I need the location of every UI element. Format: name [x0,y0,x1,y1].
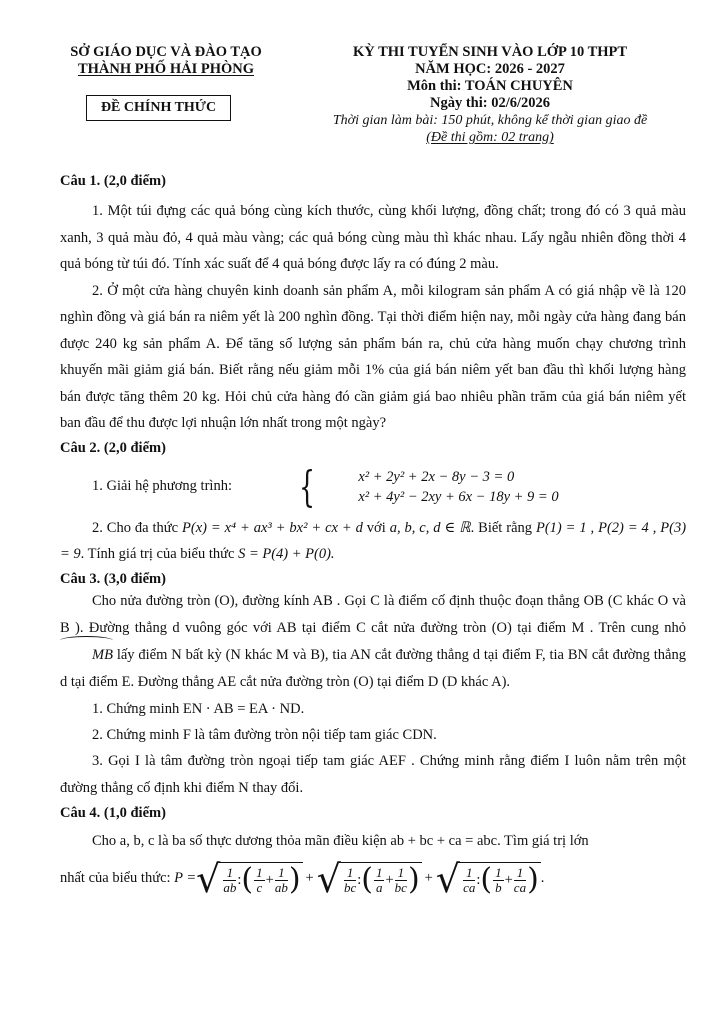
q4-title: Câu 4. (1,0 điểm) [60,804,166,821]
left-paren: ( [361,862,373,897]
plus: + [504,871,513,888]
fraction [395,866,407,895]
q2-part1-lead: 1. Giải hệ phương trình: [92,478,232,494]
q3-intro-a: Cho nửa đường tròn (O), đường kính AB . Gọi C là điểm cố định thuộc đoạn thẳng OB (C khác O và B ). Đường thẳng d vuông góc với AB tại điểm C cắt nửa đường tròn (O) tại điểm M . Trên cung nhỏ [60,592,686,636]
fraction [374,866,385,895]
numerator: 1 [463,866,475,881]
q1-part2: 2. Ở một cửa hàng chuyên kinh doanh sản phẩm A, mỗi kilogram sản phẩm A có giá nhập về là 120 nghìn đồng và giá bán ra niêm yết là 200 nghìn đồng. Tại thời điểm hiện nay, mỗi ngày cửa hàng đang bán được 240 kg sản phẩm A. Để tăng số lượng sản phẩm bán ra, chủ cửa hàng muốn chạy chương trình khuyến mãi giảm giá bán. Biết rằng nếu giảm mỗi 1% của giá bán niêm yết ban đầu thì khối lượng hàng bán được tăng thêm 20 kg. Hỏi chủ cửa hàng đó cần giảm giá bao nhiêu phần trăm của giá bán niêm yết ban đầu để thu được lợi nhuận lớn nhất trong một ngày? [60,282,686,431]
fraction [514,866,526,895]
system-equations [326,467,558,507]
denominator: a [375,879,383,895]
q2-part2-with: với [366,519,386,536]
fraction [275,866,288,895]
radicand-2 [341,862,422,895]
equation-2: x² + 4y² − 2xy + 6x − 18y + 9 = 0 [358,488,559,505]
right-paren: ) [407,862,420,897]
fraction [254,866,265,895]
q2-part2 [60,515,686,568]
subject: Môn thi: TOÁN CHUYÊN [407,78,573,94]
q1-part1: 1. Một túi đựng các quả bóng cùng kích thước, cùng khối lượng, đồng chất; trong đó có 3 quả màu xanh, 3 quả màu đỏ, 4 quả màu vàng; các quả bóng cùng màu thì khác nhau. Lấy ngẫu nhiên đồng thời 4 quả bóng từ túi đó. Tính xác suất để 4 quả bóng được lấy ra có đúng 2 màu. [60,203,686,272]
plus: + [385,871,394,888]
plus: + [305,870,314,886]
left-paren: ( [241,862,254,897]
period: . [540,870,545,886]
official-stamp-box: ĐỀ CHÍNH THỨC [86,95,231,121]
denominator: bc [343,879,357,895]
equation-1: x² + 2y² + 2x − 8y − 3 = 0 [358,468,515,485]
denominator: b [495,879,502,895]
q2-part1 [60,459,686,515]
numerator: 1 [275,866,288,881]
radical-term-2 [316,856,422,901]
q2-part2-given: . Biết rằng [470,519,533,536]
q4-expression-line [60,856,686,901]
radicand-3 [460,862,541,895]
fraction [463,866,475,895]
q1-title: Câu 1. (2,0 điểm) [60,173,166,189]
radical-term-3 [435,856,541,901]
q2-part2-tail: . Tính giá trị của biểu thức [80,546,235,562]
plus: + [265,871,274,888]
p1-value: P(1) = 1 , [535,519,595,536]
department-name: SỞ GIÁO DỤC VÀ ĐÀO TẠO [70,44,262,60]
left-paren: ( [480,862,493,897]
fraction [223,866,236,895]
q3-part3: 3. Gọi I là tâm đường tròn ngoại tiếp tam giác AEF . Chứng minh rằng điểm I luôn nằm trên một đường thẳng cố định khi điểm N thay đổi. [60,752,686,796]
numerator: 1 [344,866,356,881]
radical-sign: √ [435,856,461,901]
page-count: (Đề thi gồm: 02 trang) [426,130,554,145]
exam-info-block [300,44,680,146]
right-paren: ) [288,862,301,897]
department-block [52,44,280,78]
numerator: 1 [375,864,383,880]
q4-intro: Cho a, b, c là ba số thực dương thỏa mãn điều kiện ab + bc + ca = abc. Tìm giá trị lớn [92,832,589,849]
q3-intro-b: lấy điểm N bất kỳ (N khác M và B), tia AN cắt đường thẳng d tại điểm F, tia BN cắt đường thẳng d tại điểm E. Đường thẳng AE cắt nửa đường tròn (O) tại điểm D (D khác A). [60,646,686,690]
denominator: ab [274,879,288,895]
arc-mb: MB [60,642,113,669]
exam-title: KỲ THI TUYỂN SINH VÀO LỚP 10 THPT [352,44,628,60]
q2-title: Câu 2. (2,0 điểm) [60,439,166,456]
colon: : [357,871,362,888]
p23-values: P(2) = 4 , P(3) = 9 [60,519,687,562]
p-equals: P = [174,870,197,886]
q3-part2: 2. Chứng minh F là tâm đường tròn nội tiếp tam giác CDN. [92,726,437,743]
city-name: THÀNH PHỐ HẢI PHÒNG [77,61,255,77]
target-expression: S = P(4) + P(0). [238,546,335,562]
coefficient-condition: a, b, c, d ∈ ℝ [389,519,471,536]
school-year: NĂM HỌC: 2026 - 2027 [415,61,565,77]
radical-sign: √ [316,856,341,901]
colon: : [476,871,481,888]
exam-date: Ngày thi: 02/6/2026 [429,95,551,111]
denominator: c [256,879,263,895]
denominator: bc [394,879,407,895]
numerator: 1 [256,864,263,880]
system-brace: { [298,461,315,511]
numerator: 1 [223,866,236,881]
plus: + [424,870,433,886]
fraction [493,866,504,895]
exam-content [60,172,687,901]
q2-part2-lead: 2. Cho đa thức [92,519,179,536]
equation-system [268,461,559,511]
q3-part1: 1. Chứng minh EN · AB = EA · ND. [92,700,305,717]
colon: : [237,871,242,888]
numerator: 1 [495,864,502,880]
radical-term-1 [196,856,302,901]
numerator: 1 [395,866,407,881]
polynomial: P(x) = x⁴ + ax³ + bx² + cx + d [182,519,363,536]
right-paren: ) [527,862,539,897]
denominator: ab [223,879,237,895]
duration: Thời gian làm bài: 150 phút, không kể thời gian giao đề [332,113,648,128]
fraction [344,866,356,895]
q4-lead: nhất của biểu thức: [60,870,171,886]
numerator: 1 [514,866,526,881]
radicand-1 [220,862,302,895]
q3-title: Câu 3. (3,0 điểm) [60,570,166,587]
denominator: ca [463,879,476,895]
radical-sign: √ [196,856,221,901]
q3-intro [60,588,686,696]
denominator: ca [513,879,527,895]
